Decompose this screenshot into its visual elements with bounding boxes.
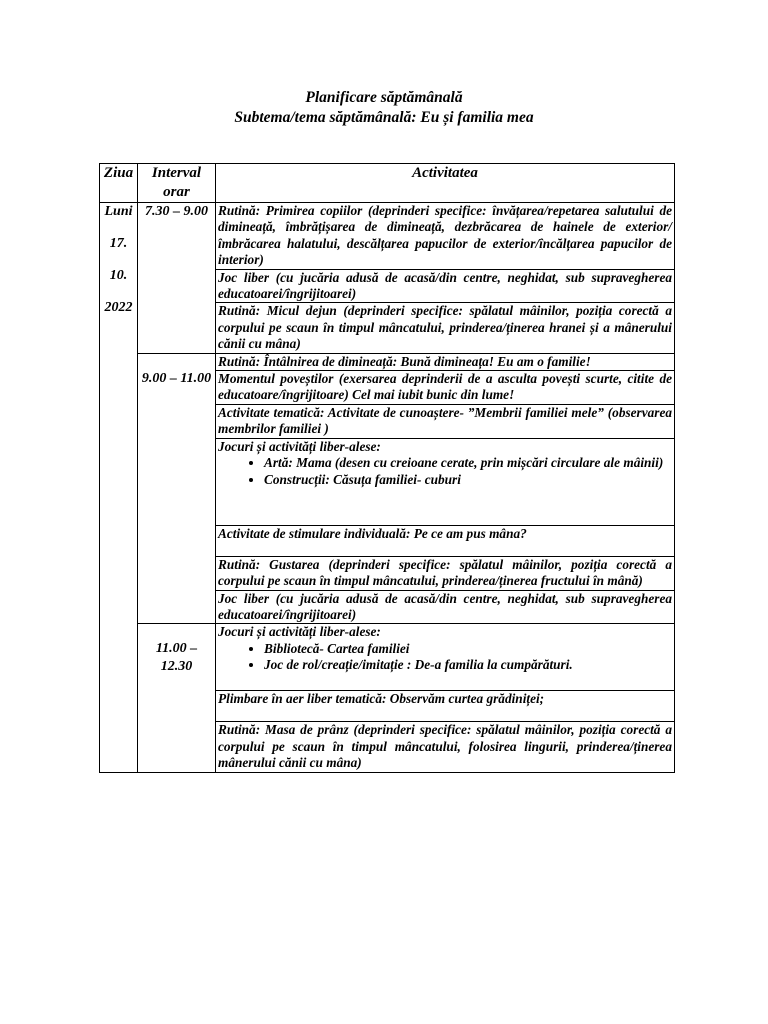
activity-cell: Joc liber (cu jucăria adusă de acasă/din centre, neghidat, sub supravegherea educatoarei/îngrijitoarei): [216, 269, 675, 303]
list-item: • Bibliotecă- Cartea familiei: [264, 641, 672, 657]
activity-cell: Momentul poveștilor (exersarea deprinderii de a asculta povești scurte, citite de educatoare/îngrijitoare) Cel mai iubit bunic din lume!: [216, 371, 675, 405]
activity-cell: Rutină: Micul dejun (deprinderi specifice: spălatul mâinilor, poziția corectă a corpului pe scaun în timpul mâncatului, prinderea/ținerea hranei și a mânerului cănii cu mâna): [216, 303, 675, 353]
document-header: [0, 88, 768, 128]
activity-cell: Activitate tematică: Activitate de cunoaștere- ”Membrii familiei mele” (observarea membrilor familiei ): [216, 404, 675, 438]
activity-cell: Plimbare în aer liber tematică: Observăm curtea grădiniței;: [216, 691, 675, 722]
interval-label: 7.30 – 9.00: [145, 204, 208, 219]
day-number: 17.: [109, 236, 128, 251]
table-header-row: [100, 164, 675, 203]
list-item: • Construcții: Căsuța familiei- cuburi: [264, 472, 672, 488]
activity-cell: [216, 624, 675, 691]
list-item: • Artă: Mama (desen cu creioane cerate, prin mișcări circulare ale mâinii): [264, 455, 672, 471]
table-row: [100, 203, 675, 270]
table-row: [100, 624, 675, 691]
header-day: Ziua: [100, 164, 138, 203]
interval-cell-3: [138, 624, 216, 772]
activity-cell: Activitate de stimulare individuală: Pe ce am pus mâna?: [216, 525, 675, 556]
day-cell: [100, 203, 138, 773]
activity-cell: Rutină: Gustarea (deprinderi specifice: spălatul mâinilor, poziția corectă a corpului pe scaun în timpul mâncatului, prinderea/ținerea fructului în mână): [216, 556, 675, 590]
list-item: • Joc de rol/creație/imitație : De-a familia la cumpărături.: [264, 657, 672, 673]
day-year: 2022: [104, 300, 133, 315]
header-interval: Interval orar: [138, 164, 216, 203]
document-title: Planificare săptămânală: [305, 89, 463, 106]
table-row: [100, 353, 675, 370]
activity-list: [218, 455, 672, 488]
activity-cell: Rutină: Masa de prânz (deprinderi specifice: spălatul mâinilor, poziția corectă a corpului pe scaun în timpul mâncatului, folosirea lingurii, prinderea/ținerea mânerului cănii cu mâna): [216, 722, 675, 772]
interval-label: 11.00 – 12.30: [155, 641, 198, 675]
activity-cell: [216, 438, 675, 525]
day-month: 10.: [109, 268, 128, 283]
activity-cell: Rutină: Primirea copiilor (deprinderi specifice: învățarea/repetarea salutului de dimineață, îmbrățișarea de dimineață, dezbrăcarea de hainele de exterior/îmbrăcarea halatului, descălțarea papucilor de exterior/încălțarea papucilor de interior): [216, 203, 675, 270]
activity-cell: Joc liber (cu jucăria adusă de acasă/din centre, neghidat, sub supravegherea educatoarei/îngrijitoarei): [216, 590, 675, 624]
document-subtitle: Subtema/tema săptămânală: Eu și familia mea: [234, 109, 534, 126]
weekly-plan-table: [99, 163, 675, 773]
activity-list: [218, 641, 672, 674]
activity-list-title: Jocuri și activități liber-alese:: [218, 438, 381, 454]
interval-cell-2: [138, 353, 216, 624]
day-name: Luni: [104, 204, 133, 219]
activity-cell: Rutină: Întâlnirea de dimineață: Bună dimineața! Eu am o familie!: [216, 353, 675, 370]
interval-label: 9.00 – 11.00: [141, 370, 212, 386]
activity-list-title: Jocuri și activități liber-alese:: [218, 624, 381, 640]
interval-cell-1: [138, 203, 216, 354]
header-activity: Activitatea: [216, 164, 675, 203]
